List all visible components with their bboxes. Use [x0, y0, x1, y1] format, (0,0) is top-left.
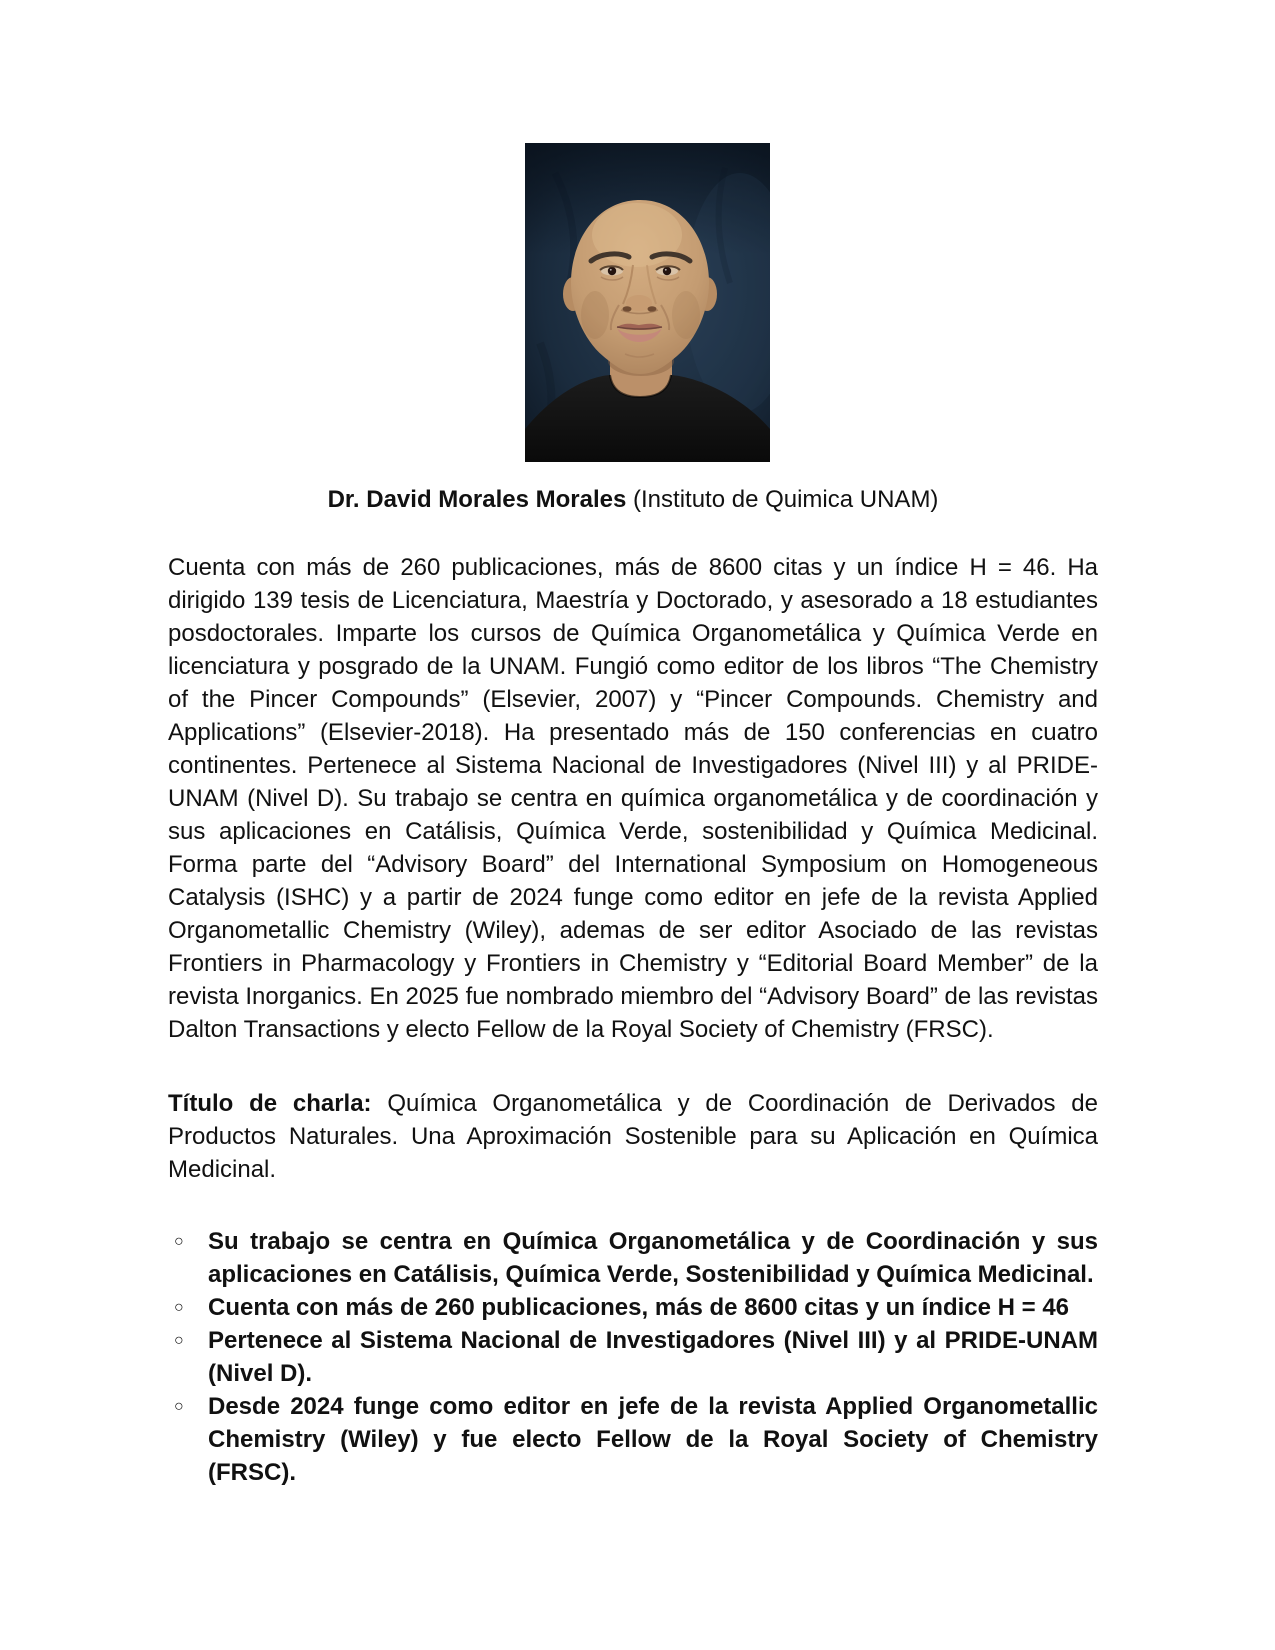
list-item	[168, 1291, 1098, 1324]
photo-caption	[168, 483, 1098, 516]
list-item	[168, 1390, 1098, 1489]
circle-bullet-icon: ○	[174, 1332, 184, 1349]
list-item	[168, 1324, 1098, 1390]
talk-title-label: Título de charla:	[168, 1090, 388, 1117]
portrait-photo-svg	[525, 143, 770, 462]
talk-title-text: Química Organometálica y de Coordinación de Derivados de Productos Naturales. Una Aproximación Sostenible para su Aplicación en Química Medicinal.	[168, 1090, 1098, 1183]
bio-paragraph: Cuenta con más de 260 publicaciones, más de 8600 citas y un índice H = 46. Ha dirigido 139 tesis de Licenciatura, Maestría y Doctorado, y asesorado a 18 estudiantes posdoctorales. Imparte los cursos de Química Organometálica y Química Verde en licenciatura y posgrado de la UNAM. Fungió como editor de los libros “The Chemistry of the Pincer Compounds” (Elsevier, 2007) y “Pincer Compounds. Chemistry and Applications” (Elsevier-2018). Ha presentado más de 150 conferencias en cuatro continentes. Pertenece al Sistema Nacional de Investigadores (Nivel III) y al PRIDE-UNAM (Nivel D). Su trabajo se centra en química organometálica y de coordinación y sus aplicaciones en Catálisis, Química Verde, sostenibilidad y Química Medicinal. Forma parte del “Advisory Board” del International Symposium on Homogeneous Catalysis (ISHC) y a partir de 2024 funge como editor en jefe de la revista Applied Organometallic Chemistry (Wiley), ademas de ser editor Asociado de las revistas Frontiers in Pharmacology y Frontiers in Chemistry y “Editorial Board Member” de la revista Inorganics. En 2025 fue nombrado miembro del “Advisory Board” de las revistas Dalton Transactions y electo Fellow de la Royal Society of Chemistry (FRSC).	[168, 554, 1098, 1043]
circle-bullet-icon: ○	[174, 1398, 184, 1415]
list-item-text: Desde 2024 funge como editor en jefe de la revista Applied Organometallic Chemistry (Wiley) y fue electo Fellow de la Royal Society of Chemistry (FRSC).	[208, 1393, 1098, 1486]
list-item	[168, 1225, 1098, 1291]
right-cheek-shadow	[672, 291, 700, 339]
scalp-highlight	[592, 203, 682, 267]
list-item-text: Su trabajo se centra en Química Organometálica y de Coordinación y sus aplicaciones en Catálisis, Química Verde, Sostenibilidad y Química Medicinal.	[208, 1228, 1098, 1288]
caption-affiliation: (Instituto de Quimica UNAM)	[626, 486, 939, 513]
circle-bullet-icon: ○	[174, 1233, 184, 1250]
portrait-photo	[525, 143, 770, 462]
highlights-list	[168, 1225, 1098, 1489]
circle-bullet-icon: ○	[174, 1299, 184, 1316]
talk-title-paragraph	[168, 1087, 1098, 1186]
caption-name: Dr. David Morales Morales	[327, 486, 627, 513]
left-cheek-shadow	[581, 291, 609, 339]
list-item-text: Cuenta con más de 260 publicaciones, más de 8600 citas y un índice H = 46	[208, 1294, 1070, 1321]
list-item-text: Pertenece al Sistema Nacional de Investigadores (Nivel III) y al PRIDE-UNAM (Nivel D).	[208, 1327, 1098, 1387]
